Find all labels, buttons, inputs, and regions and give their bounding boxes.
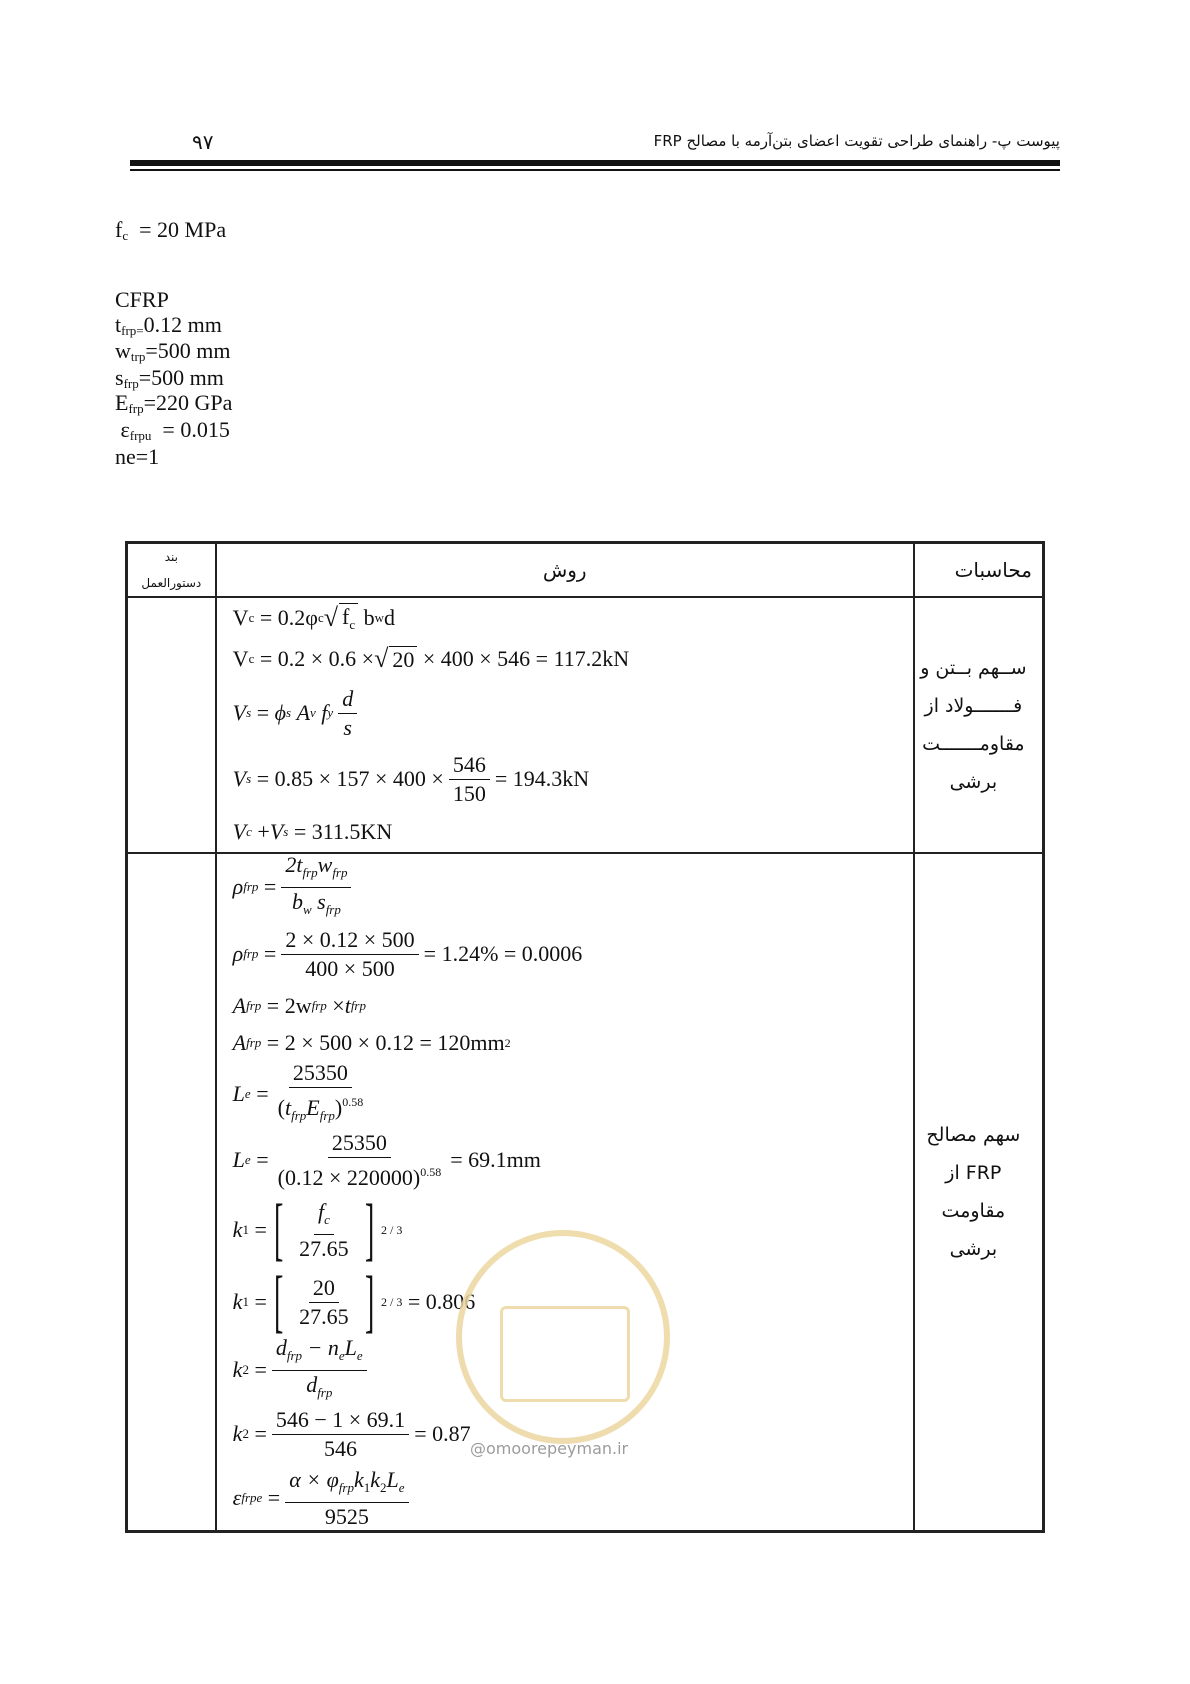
spec-thickness: $t_{frp=}0.12$ mm <box>115 312 222 338</box>
header-method: روش <box>216 543 914 597</box>
watermark-site: @omoorepeyman.ir <box>470 1439 629 1458</box>
spec-ultimate-strain: $\varepsilon_{frpu} = 0.015$ <box>120 417 230 443</box>
spec-ne: ne=1 <box>115 444 160 469</box>
watermark-logo-inner <box>500 1306 630 1402</box>
table-row-concrete-steel <box>127 597 1043 853</box>
header-rule <box>130 160 1060 166</box>
eq-afrp-formula: A frp = 2w frp × t frp <box>232 993 366 1018</box>
section-label-frp: سهم مصالح FRP از مقاومت برشی <box>926 1124 1021 1260</box>
eq-vc-formula: V c = 0.2φ c √ $f_c$ b w d <box>232 603 396 632</box>
eq-vs-value: V s = 0.85 × 157 × 400 × $\frac{546}{150}$ = 194.3kN <box>232 751 590 806</box>
eq-rho-value: ρ frp = $\frac{2 \times 0.12 \times 500}{400 \times 500}$ = 1.24% = 0.0006 <box>232 926 583 981</box>
eq-epsilon-frpe: ε frpe = $\frac{\alpha \times \varphi_{frp}k_1k_2L_e}{9525}$ <box>217 1466 913 1530</box>
eq-k2-value: k 2 = $\frac{546 - 1 \times 69.1}{546}$ = 0.87 <box>232 1406 471 1461</box>
band-cell <box>127 853 216 1531</box>
band-cell <box>127 597 216 853</box>
spec-fc: $f_c = 20$ MPa <box>115 217 227 243</box>
eq-afrp-value: A frp = 2 × 500 × 0.12 = 120mm 2 <box>232 1030 511 1055</box>
header-calc: محاسبات <box>914 543 1043 597</box>
eq-vc-vs-sum: V c + V s = 311.5KN <box>232 819 393 844</box>
spec-width: $w_{trp}=500$ mm <box>115 338 231 364</box>
eq-le-value: L e = $\frac{25350}{(0.12 \times 220000)^{0.58}}$ = 69.1mm <box>232 1129 541 1190</box>
calc-cell <box>914 853 1043 1531</box>
running-title: پیوست پ- راهنمای طراحی تقویت اعضای بتن‌آرمه با مصالح FRP <box>653 132 1060 150</box>
calc-cell <box>914 597 1043 853</box>
spec-material: CFRP <box>115 287 169 312</box>
page-number: ۹۷ <box>192 130 214 154</box>
eq-k1-value: k 1 = [ $\frac{20}{27.65}$ ] 2 / 3 = 0.806 <box>232 1263 476 1340</box>
eq-k2-formula: k 2 = $\frac{d_{frp} - n_eL_e}{d_{frp}}$ <box>217 1338 913 1402</box>
eq-vs-formula: V s = ϕ s A v f y $\frac{d}{s}$ <box>217 680 913 746</box>
section-label-concrete-steel: ســهم بــتن و فـــــــولاد از مقاومـــــــت برشی <box>920 657 1027 793</box>
header-rule-thin <box>130 169 1060 171</box>
spec-modulus: $E_{frp}=220$ GPa <box>115 390 233 416</box>
page-header <box>130 120 1060 176</box>
method-cell <box>216 597 914 853</box>
eq-k1-formula: k 1 = [ $\frac{f_c}{27.65}$ ] 2 / 3 <box>232 1191 403 1268</box>
eq-rho-formula: ρ frp = $\frac{2t_{frp}w_{frp}}{b_w s_{frp}}$ <box>217 854 913 920</box>
watermark-logo <box>456 1230 670 1444</box>
table-header-row <box>127 543 1043 597</box>
eq-vc-value: V c = 0.2 × 0.6 × √ 20 × 400 × 546 = 117.2kN <box>232 644 630 673</box>
eq-le-formula: L e = $\frac{25350}{(t_{frp}E_{frp})^{0.58}}$ <box>232 1059 364 1123</box>
header-band: بند دستورالعمل <box>127 543 216 597</box>
spec-spacing: $s_{frp}=500$ mm <box>115 365 224 391</box>
